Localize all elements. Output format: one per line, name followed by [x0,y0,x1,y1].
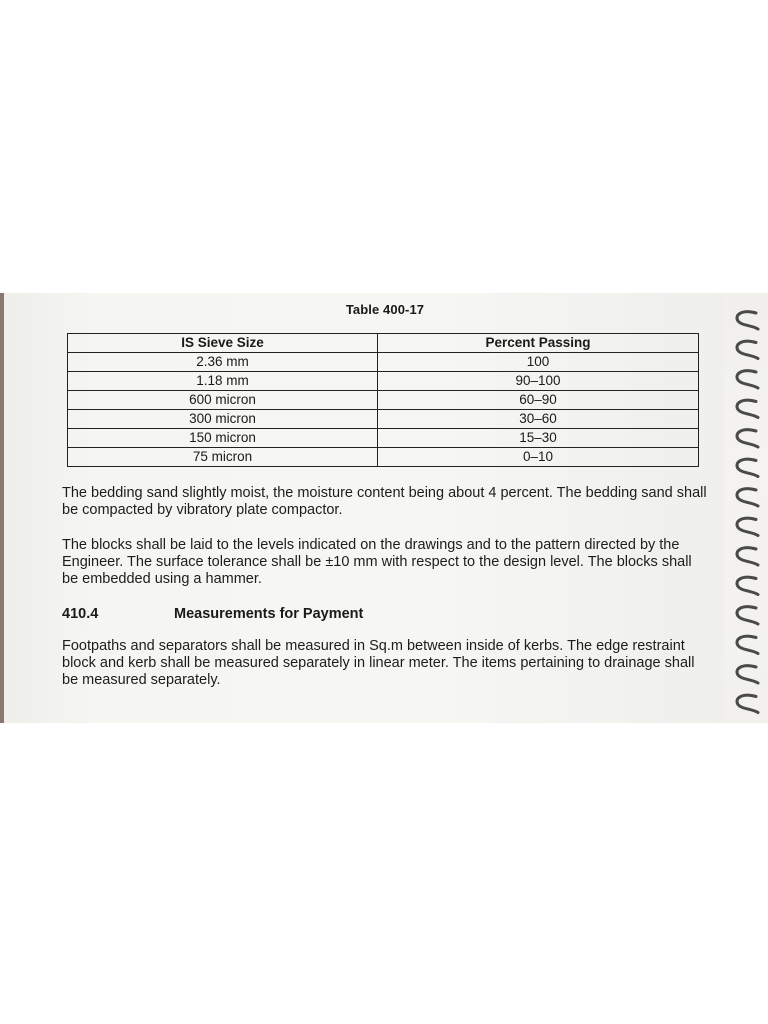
table-row [68,448,699,467]
spiral-coil [737,666,758,683]
page-content [62,300,708,689]
table-row [68,410,699,429]
spiral-coil [737,577,758,594]
spiral-binding-icon [728,295,768,735]
table-row [68,391,699,410]
table-row [68,353,699,372]
percent-passing-cell: 15–30 [378,429,699,448]
header-percent-passing: Percent Passing [378,334,699,353]
measurement-paragraph: Footpaths and separators shall be measured in Sq.m between inside of kerbs. The edge restraint block and kerb shall be measured separately in linear meter. The items pertaining to drainage shall be measured separately. [62,638,695,688]
spiral-coil [737,548,758,565]
sieve-table [67,333,699,467]
bedding-paragraph: The bedding sand slightly moist, the moisture content being about 4 percent. The bedding sand shall be compacted by vibratory plate compactor. [62,485,707,518]
sieve-size-cell: 300 micron [68,410,378,429]
section-title: Measurements for Payment [174,606,364,622]
percent-passing-cell: 30–60 [378,410,699,429]
sieve-size-cell: 75 micron [68,448,378,467]
spiral-coil [737,430,758,447]
spiral-coil [737,371,758,388]
percent-passing-cell: 90–100 [378,372,699,391]
sieve-size-cell: 150 micron [68,429,378,448]
percent-passing-cell: 0–10 [378,448,699,467]
spiral-coil [737,341,758,358]
table-row [68,429,699,448]
spiral-coil [737,489,758,506]
spiral-coil [737,312,758,329]
percent-passing-cell: 60–90 [378,391,699,410]
section-heading [62,606,708,622]
binder-edge [0,293,4,723]
sieve-size-cell: 1.18 mm [68,372,378,391]
section-number: 410.4 [62,606,99,622]
spiral-coil [737,695,758,712]
table-header-row [68,334,699,353]
sieve-size-cell: 2.36 mm [68,353,378,372]
sieve-size-cell: 600 micron [68,391,378,410]
header-sieve-size: IS Sieve Size [68,334,378,353]
table-row [68,372,699,391]
spiral-coil [737,459,758,476]
spiral-coil [737,518,758,535]
table-title: Table 400-17 [345,302,425,317]
spiral-coil [737,400,758,417]
blocks-paragraph: The blocks shall be laid to the levels indicated on the drawings and to the pattern directed by the Engineer. The surface tolerance shall be ±10 mm with respect to the design level. The blocks shall be embedded using a hammer. [62,537,692,587]
spiral-coil [737,607,758,624]
percent-passing-cell: 100 [378,353,699,372]
spiral-coil [737,636,758,653]
